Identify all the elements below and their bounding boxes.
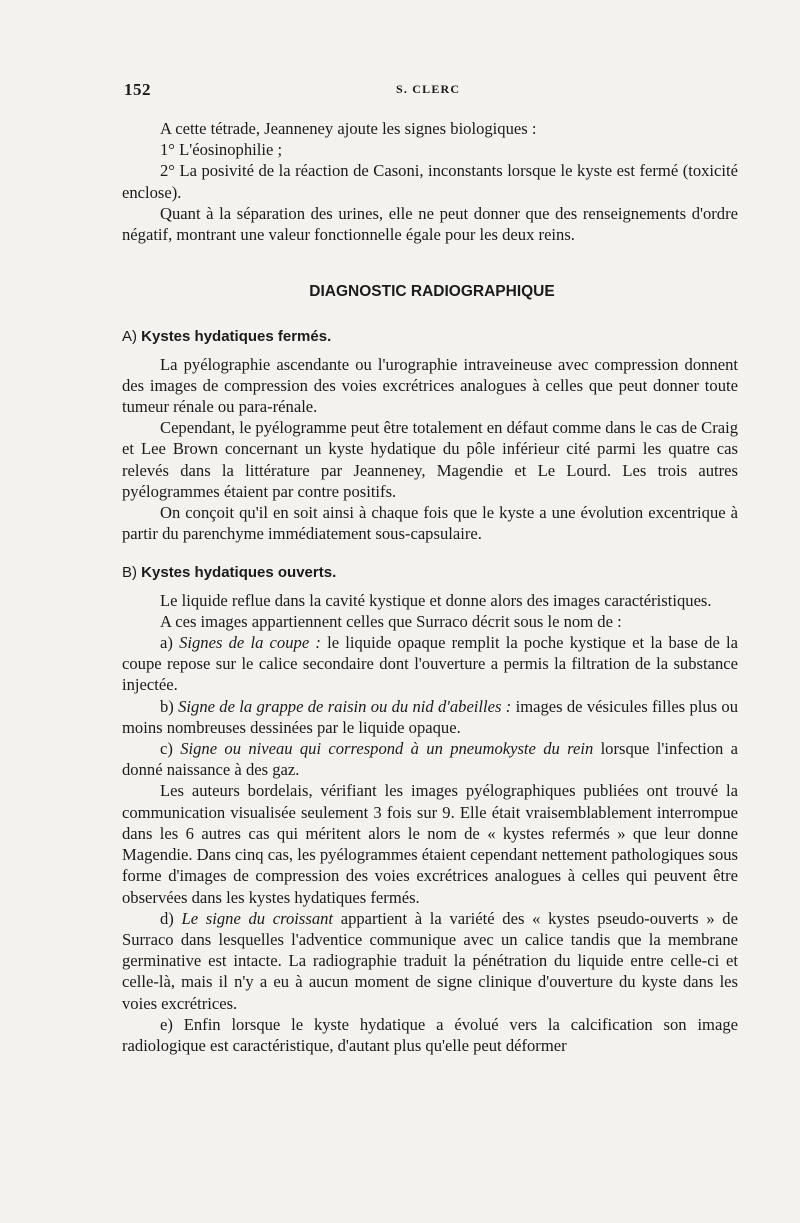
page-number: 152 xyxy=(124,80,151,99)
item-title: Signe de la grappe de raisin ou du nid d'abeilles : xyxy=(178,696,512,716)
paragraph: A cette tétrade, Jeanneney ajoute les signes biologiques : xyxy=(160,119,537,138)
paragraph: Les auteurs bordelais, vérifiant les images pyélographiques publiées ont trouvé la communication visualisée seulement 3 fois sur 9. Elle était vraisemblablement interrompue dans les 6 autres cas qui méritent alors le nom de « kystes refermés » que leur donne Magendie. Dans cinq cas, les pyélogrammes étaient cependant nettement pathologiques sous forme d'images de compression des voies excrétrices analogues à celles qui peuvent être observées dans les kystes hydatiques fermés. xyxy=(122,781,738,907)
item-text: le liquide opaque remplit la poche kystique et la base de la coupe repose sur le calice secondaire dont l'ouverture a permis la filtration de la substance injectée. xyxy=(122,633,739,695)
list-item-b xyxy=(122,696,738,738)
page-body xyxy=(122,118,738,1056)
list-item-e: e) Enfin lorsque le kyste hydatique a évolué vers la calcification son image radiologique est caractéristique, d'autant plus qu'elle peut déformer xyxy=(122,1014,738,1055)
subsection-heading-a xyxy=(122,326,738,347)
paragraph: Le liquide reflue dans la cavité kystique et donne alors des images caractéristiques. xyxy=(160,590,712,610)
subsection-title: Kystes hydatiques ouverts. xyxy=(141,564,337,582)
item-label: b) xyxy=(160,696,179,716)
item-text: lorsque l'infection a donné naissance à des gaz. xyxy=(122,739,738,780)
paragraph: 2° La posivité de la réaction de Casoni, inconstants lorsque le kyste est fermé (toxicité enclose). xyxy=(122,161,738,202)
paragraph: On conçoit qu'il en soit ainsi à chaque fois que le kyste a une évolution excentrique à partir du parenchyme immédiatement sous-capsulaire. xyxy=(122,503,738,544)
paragraph: A ces images appartiennent celles que Surraco décrit sous le nom de : xyxy=(160,611,622,631)
item-text: images de vésicules filles plus ou moins nombreuses dessinées par le liquide opaque. xyxy=(122,696,738,737)
paragraph: Quant à la séparation des urines, elle ne peut donner que des renseignements d'ordre négatif, montrant une valeur fonctionnelle égale pour les deux reins. xyxy=(122,203,738,245)
item-label: d) xyxy=(160,908,182,928)
item-title: Signe ou niveau qui correspond à un pneumokyste du rein xyxy=(180,739,594,759)
paragraph: 1° L'éosinophilie ; xyxy=(160,140,283,160)
item-title: Le signe du croissant xyxy=(181,908,334,928)
list-item-a xyxy=(122,632,738,696)
item-label: a) xyxy=(160,633,180,653)
item-title: Signes de la coupe : xyxy=(179,633,321,653)
running-header xyxy=(124,80,736,100)
subsection-title: Kystes hydatiques fermés. xyxy=(141,328,332,346)
list-item-d xyxy=(122,908,738,1014)
paragraph: Cependant, le pyélogramme peut être totalement en défaut comme dans le cas de Craig et Lee Brown concernant un kyste hydatique du pôle inférieur cité parmi les quatre cas relevés dans la littérature par Jeanneney, Magendie et Le Lourd. Les trois autres pyélogrammes étaient par contre positifs. xyxy=(122,418,738,501)
item-label: c) xyxy=(160,739,181,759)
paragraph: La pyélographie ascendante ou l'urographie intraveineuse avec compression donnent des images de compression des voies excrétrices analogues à celles que peut donner toute tumeur rénale ou para-rénale. xyxy=(122,354,738,417)
subsection-letter: A) xyxy=(122,328,137,346)
section-title: DIAGNOSTIC RADIOGRAPHIQUE xyxy=(309,283,555,301)
subsection-heading-b xyxy=(122,562,738,583)
list-item-c xyxy=(122,738,738,780)
running-head-author: S. CLERC xyxy=(396,82,461,96)
item-text: appartient à la variété des « kystes pseudo-ouverts » de Surraco dans lesquelles l'adventice communique avec un calice tandis que la membrane germinative est intacte. La radiographie traduit la pénétration du liquide entre celle-ci et celle-là, mais il n'y a eu à aucun moment de signe clinique d'ouverture du kyste dans les voies excrétrices. xyxy=(122,908,738,1013)
subsection-letter: B) xyxy=(122,564,137,582)
